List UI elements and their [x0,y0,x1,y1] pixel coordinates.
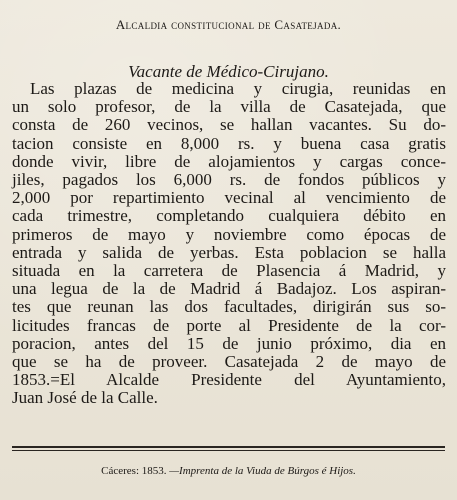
body-line: licitudes francas de porte al Presidente de la cor- [12,315,446,335]
body-line: una legua de la de Madrid á Badajoz. Los aspiran- [12,279,446,299]
footer-rule-thick [12,446,445,448]
notice-title: Vacante de Médico-Cirujano. [128,62,329,81]
body-line: 1853.=El Alcalde Presidente del Ayuntamiento, [12,370,446,390]
body-line: tacion consiste en 8,000 rs. y buena casa gratis [12,133,446,153]
body-line: jiles, pagados los 6,000 rs. de fondos públicos y [12,170,446,190]
body-line: poracion, antes del 15 de junio próximo, dia en [12,333,446,353]
imprint-place-year: Cáceres: 1853. [101,465,167,477]
body-line: situada en la carretera de Plasencia á Madrid, y [12,261,446,281]
notice-body [12,80,446,408]
body-line-signature: Juan José de la Calle. [12,388,158,408]
body-line: consta de 260 vecinos, se hallan vacantes. Su do- [12,115,446,135]
footer-rule-thin [12,450,445,451]
body-line: donde vivir, libre de alojamientos y cargas conce- [12,151,446,171]
body-line: Las plazas de medicina y cirugia, reunidas en [30,79,446,98]
body-line: primeros de mayo y noviembre como épocas de [12,224,446,244]
page-heading: Alcaldia constitucional de Casatejada. [115,17,342,32]
body-line: tes que reunan las dos facultades, dirigirán sus so- [12,297,446,317]
body-line: que se ha de proveer. Casatejada 2 de mayo de [12,352,446,372]
body-line: un solo profesor, de la villa de Casatejada, que [12,97,446,117]
body-line: cada trimestre, completando cualquiera débito en [12,206,446,226]
body-line: entrada y salida de yerbas. Esta poblacion se halla [12,242,446,262]
body-line: 2,000 por repartimiento vecinal al vencimiento de [12,188,446,208]
printer-imprint [0,465,457,477]
imprint-printer: —Imprenta de la Viuda de Búrgos é Hijos. [169,465,356,477]
